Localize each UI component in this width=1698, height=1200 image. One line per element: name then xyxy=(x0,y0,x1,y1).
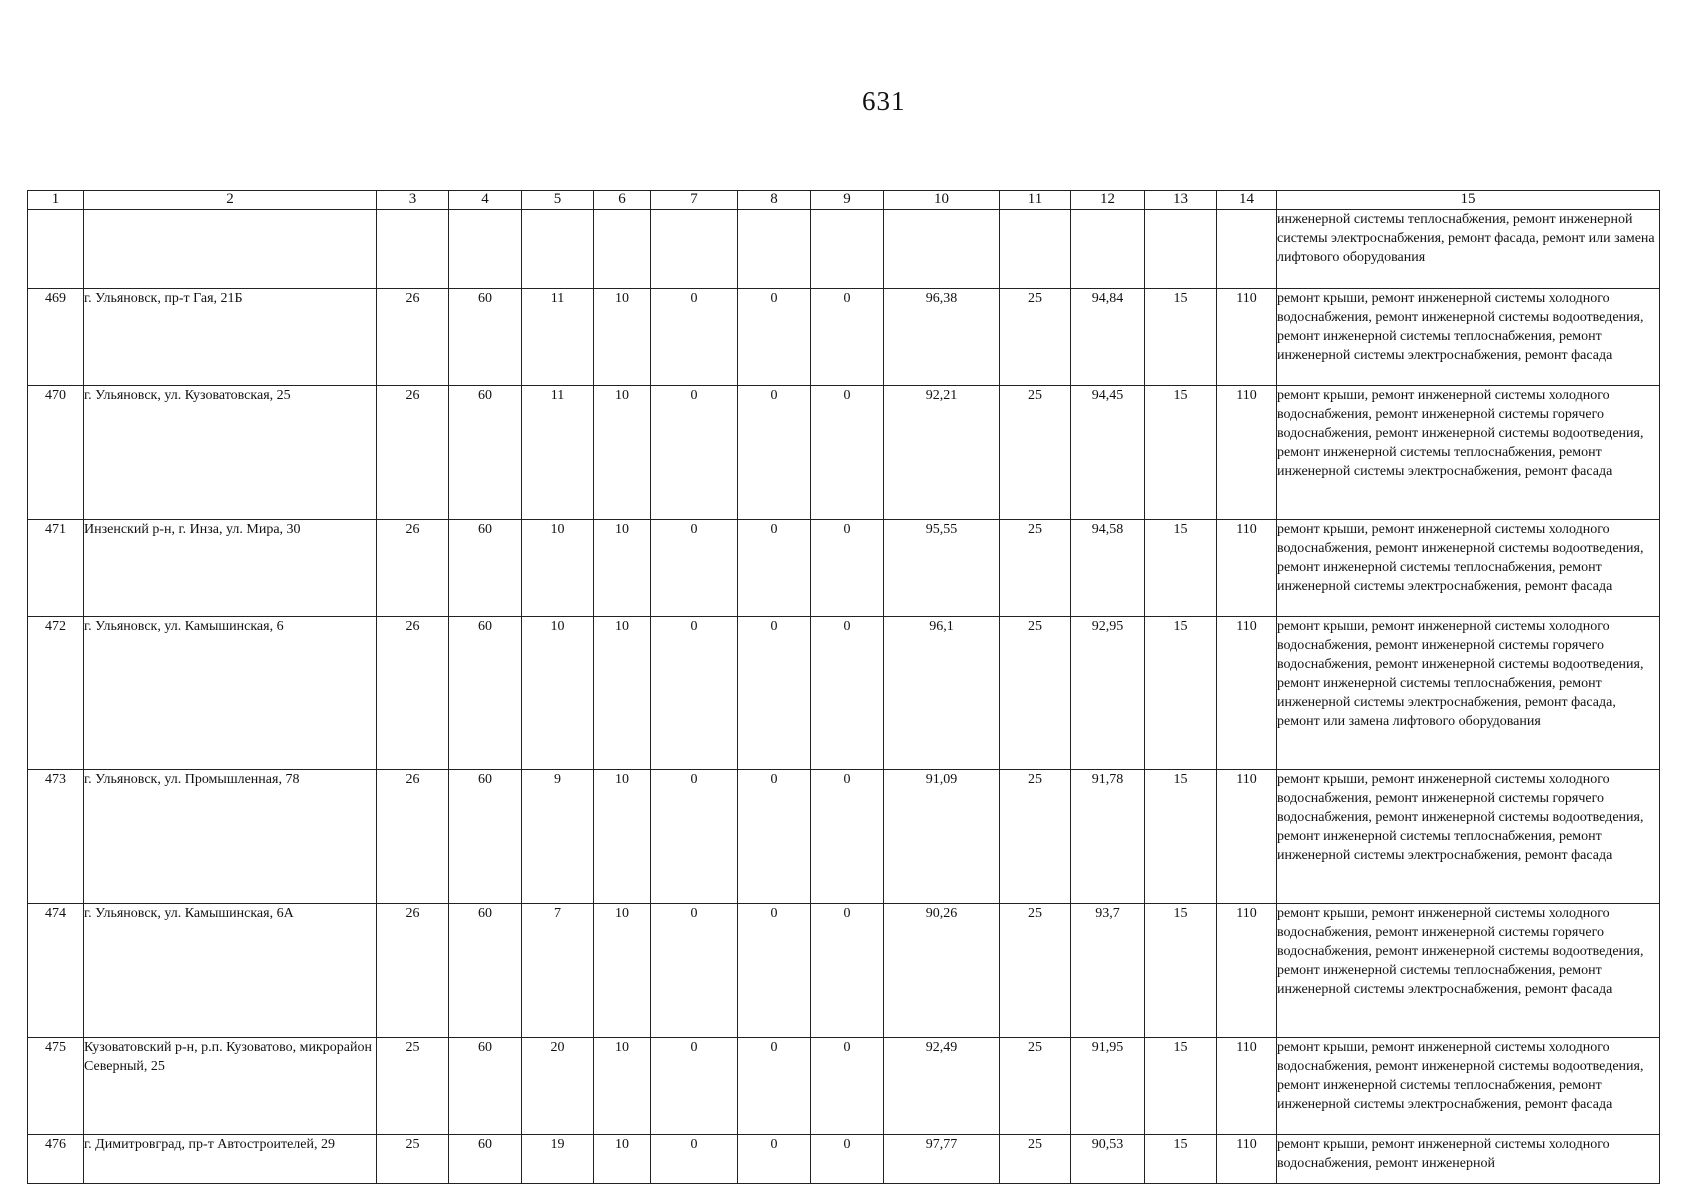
value-cell: 110 xyxy=(1217,770,1277,904)
empty-cell xyxy=(594,210,651,289)
value-cell: 10 xyxy=(594,520,651,617)
table-row xyxy=(28,770,1660,904)
value-cell: 60 xyxy=(449,1038,522,1135)
column-header: 14 xyxy=(1217,191,1277,210)
value-cell: 0 xyxy=(811,617,884,770)
empty-cell xyxy=(522,210,594,289)
value-cell: 90,26 xyxy=(884,904,1000,1038)
address-cell: г. Ульяновск, ул. Кузоватовская, 25 xyxy=(84,386,377,520)
value-cell: 26 xyxy=(377,617,449,770)
column-header: 11 xyxy=(1000,191,1071,210)
value-cell: 95,55 xyxy=(884,520,1000,617)
value-cell: 0 xyxy=(651,1135,738,1184)
value-cell: 94,84 xyxy=(1071,289,1145,386)
value-cell: 26 xyxy=(377,520,449,617)
value-cell: 25 xyxy=(377,1135,449,1184)
value-cell: 0 xyxy=(651,617,738,770)
value-cell: 15 xyxy=(1145,1135,1217,1184)
value-cell: 110 xyxy=(1217,520,1277,617)
works-cell: ремонт крыши, ремонт инженерной системы холодного водоснабжения, ремонт инженерной системы горячего водоснабжения, ремонт инженерной системы водоотведения, ремонт инженерной системы теплоснабжения, ремонт инженерной системы электроснабжения, ремонт фасада xyxy=(1277,904,1660,1038)
value-cell: 60 xyxy=(449,904,522,1038)
empty-cell xyxy=(1071,210,1145,289)
empty-cell xyxy=(28,210,84,289)
value-cell: 25 xyxy=(1000,904,1071,1038)
value-cell: 20 xyxy=(522,1038,594,1135)
value-cell: 26 xyxy=(377,904,449,1038)
empty-cell xyxy=(651,210,738,289)
value-cell: 0 xyxy=(651,904,738,1038)
value-cell: 19 xyxy=(522,1135,594,1184)
value-cell: 94,45 xyxy=(1071,386,1145,520)
value-cell: 15 xyxy=(1145,1038,1217,1135)
column-header: 2 xyxy=(84,191,377,210)
value-cell: 91,09 xyxy=(884,770,1000,904)
empty-cell xyxy=(738,210,811,289)
column-header: 6 xyxy=(594,191,651,210)
value-cell: 0 xyxy=(811,520,884,617)
value-cell: 60 xyxy=(449,617,522,770)
value-cell: 91,78 xyxy=(1071,770,1145,904)
table-row xyxy=(28,904,1660,1038)
value-cell: 0 xyxy=(738,1038,811,1135)
value-cell: 15 xyxy=(1145,386,1217,520)
value-cell: 110 xyxy=(1217,289,1277,386)
table-row xyxy=(28,520,1660,617)
value-cell: 0 xyxy=(738,617,811,770)
value-cell: 15 xyxy=(1145,904,1217,1038)
works-cell: инженерной системы теплоснабжения, ремонт инженерной системы электроснабжения, ремонт фасада, ремонт или замена лифтового оборудования xyxy=(1277,210,1660,289)
value-cell: 25 xyxy=(1000,520,1071,617)
value-cell: 0 xyxy=(738,386,811,520)
value-cell: 93,7 xyxy=(1071,904,1145,1038)
row-number: 469 xyxy=(28,289,84,386)
empty-cell xyxy=(449,210,522,289)
empty-cell xyxy=(84,210,377,289)
works-cell: ремонт крыши, ремонт инженерной системы холодного водоснабжения, ремонт инженерной системы водоотведения, ремонт инженерной системы теплоснабжения, ремонт инженерной системы электроснабжения, ремонт фасада xyxy=(1277,520,1660,617)
value-cell: 91,95 xyxy=(1071,1038,1145,1135)
row-number: 470 xyxy=(28,386,84,520)
works-cell: ремонт крыши, ремонт инженерной системы холодного водоснабжения, ремонт инженерной системы водоотведения, ремонт инженерной системы теплоснабжения, ремонт инженерной системы электроснабжения, ремонт фасада xyxy=(1277,1038,1660,1135)
address-cell: г. Ульяновск, пр-т Гая, 21Б xyxy=(84,289,377,386)
value-cell: 0 xyxy=(811,770,884,904)
address-cell: г. Ульяновск, ул. Промышленная, 78 xyxy=(84,770,377,904)
value-cell: 0 xyxy=(738,1135,811,1184)
value-cell: 110 xyxy=(1217,904,1277,1038)
value-cell: 10 xyxy=(522,617,594,770)
repair-program-table xyxy=(27,190,1660,1184)
value-cell: 15 xyxy=(1145,770,1217,904)
address-cell: г. Ульяновск, ул. Камышинская, 6А xyxy=(84,904,377,1038)
value-cell: 25 xyxy=(1000,1135,1071,1184)
empty-cell xyxy=(884,210,1000,289)
value-cell: 110 xyxy=(1217,617,1277,770)
value-cell: 25 xyxy=(377,1038,449,1135)
value-cell: 10 xyxy=(594,386,651,520)
column-header: 8 xyxy=(738,191,811,210)
value-cell: 10 xyxy=(594,770,651,904)
row-number: 472 xyxy=(28,617,84,770)
value-cell: 110 xyxy=(1217,386,1277,520)
column-header: 1 xyxy=(28,191,84,210)
address-cell: г. Димитровград, пр-т Автостроителей, 29 xyxy=(84,1135,377,1184)
value-cell: 11 xyxy=(522,386,594,520)
value-cell: 15 xyxy=(1145,617,1217,770)
row-number: 476 xyxy=(28,1135,84,1184)
value-cell: 9 xyxy=(522,770,594,904)
works-cell: ремонт крыши, ремонт инженерной системы холодного водоснабжения, ремонт инженерной xyxy=(1277,1135,1660,1184)
value-cell: 0 xyxy=(738,289,811,386)
value-cell: 26 xyxy=(377,770,449,904)
column-header: 7 xyxy=(651,191,738,210)
value-cell: 26 xyxy=(377,386,449,520)
value-cell: 0 xyxy=(738,904,811,1038)
empty-cell xyxy=(811,210,884,289)
column-header: 15 xyxy=(1277,191,1660,210)
value-cell: 90,53 xyxy=(1071,1135,1145,1184)
continuation-row xyxy=(28,210,1660,289)
value-cell: 0 xyxy=(811,386,884,520)
value-cell: 0 xyxy=(738,770,811,904)
value-cell: 0 xyxy=(738,520,811,617)
value-cell: 26 xyxy=(377,289,449,386)
column-header: 13 xyxy=(1145,191,1217,210)
column-header: 9 xyxy=(811,191,884,210)
value-cell: 25 xyxy=(1000,289,1071,386)
value-cell: 11 xyxy=(522,289,594,386)
value-cell: 7 xyxy=(522,904,594,1038)
value-cell: 110 xyxy=(1217,1038,1277,1135)
address-cell: Инзенский р-н, г. Инза, ул. Мира, 30 xyxy=(84,520,377,617)
value-cell: 60 xyxy=(449,770,522,904)
value-cell: 15 xyxy=(1145,289,1217,386)
row-number: 475 xyxy=(28,1038,84,1135)
value-cell: 10 xyxy=(594,904,651,1038)
value-cell: 0 xyxy=(651,1038,738,1135)
value-cell: 92,21 xyxy=(884,386,1000,520)
table-row xyxy=(28,1038,1660,1135)
value-cell: 60 xyxy=(449,520,522,617)
works-cell: ремонт крыши, ремонт инженерной системы холодного водоснабжения, ремонт инженерной системы горячего водоснабжения, ремонт инженерной системы водоотведения, ремонт инженерной системы теплоснабжения, ремонт инженерной системы электроснабжения, ремонт фасада xyxy=(1277,770,1660,904)
row-number: 473 xyxy=(28,770,84,904)
value-cell: 0 xyxy=(651,386,738,520)
works-cell: ремонт крыши, ремонт инженерной системы холодного водоснабжения, ремонт инженерной системы горячего водоснабжения, ремонт инженерной системы водоотведения, ремонт инженерной системы теплоснабжения, ремонт инженерной системы электроснабжения, ремонт фасада, ремонт или замена лифтового оборудования xyxy=(1277,617,1660,770)
column-header: 3 xyxy=(377,191,449,210)
row-number: 471 xyxy=(28,520,84,617)
value-cell: 96,38 xyxy=(884,289,1000,386)
address-cell: Кузоватовский р-н, р.п. Кузоватово, микрорайон Северный, 25 xyxy=(84,1038,377,1135)
value-cell: 110 xyxy=(1217,1135,1277,1184)
value-cell: 0 xyxy=(651,770,738,904)
column-header: 10 xyxy=(884,191,1000,210)
table-row xyxy=(28,386,1660,520)
value-cell: 10 xyxy=(594,1135,651,1184)
value-cell: 10 xyxy=(594,289,651,386)
value-cell: 0 xyxy=(811,1135,884,1184)
page-number: 631 xyxy=(862,86,906,116)
column-header: 12 xyxy=(1071,191,1145,210)
value-cell: 96,1 xyxy=(884,617,1000,770)
value-cell: 25 xyxy=(1000,386,1071,520)
value-cell: 25 xyxy=(1000,770,1071,904)
value-cell: 0 xyxy=(651,289,738,386)
empty-cell xyxy=(1145,210,1217,289)
address-cell: г. Ульяновск, ул. Камышинская, 6 xyxy=(84,617,377,770)
row-number: 474 xyxy=(28,904,84,1038)
value-cell: 92,95 xyxy=(1071,617,1145,770)
works-cell: ремонт крыши, ремонт инженерной системы холодного водоснабжения, ремонт инженерной системы водоотведения, ремонт инженерной системы теплоснабжения, ремонт инженерной системы электроснабжения, ремонт фасада xyxy=(1277,289,1660,386)
works-cell: ремонт крыши, ремонт инженерной системы холодного водоснабжения, ремонт инженерной системы горячего водоснабжения, ремонт инженерной системы водоотведения, ремонт инженерной системы теплоснабжения, ремонт инженерной системы электроснабжения, ремонт фасада xyxy=(1277,386,1660,520)
value-cell: 25 xyxy=(1000,1038,1071,1135)
value-cell: 0 xyxy=(811,289,884,386)
column-number-row xyxy=(28,191,1660,210)
value-cell: 60 xyxy=(449,386,522,520)
value-cell: 97,77 xyxy=(884,1135,1000,1184)
column-header: 5 xyxy=(522,191,594,210)
table-row xyxy=(28,1135,1660,1184)
value-cell: 25 xyxy=(1000,617,1071,770)
value-cell: 94,58 xyxy=(1071,520,1145,617)
value-cell: 60 xyxy=(449,1135,522,1184)
value-cell: 60 xyxy=(449,289,522,386)
value-cell: 0 xyxy=(811,1038,884,1135)
value-cell: 10 xyxy=(522,520,594,617)
empty-cell xyxy=(1000,210,1071,289)
value-cell: 10 xyxy=(594,617,651,770)
empty-cell xyxy=(1217,210,1277,289)
value-cell: 0 xyxy=(811,904,884,1038)
table-row xyxy=(28,617,1660,770)
column-header: 4 xyxy=(449,191,522,210)
value-cell: 10 xyxy=(594,1038,651,1135)
value-cell: 0 xyxy=(651,520,738,617)
empty-cell xyxy=(377,210,449,289)
value-cell: 15 xyxy=(1145,520,1217,617)
value-cell: 92,49 xyxy=(884,1038,1000,1135)
table-row xyxy=(28,289,1660,386)
